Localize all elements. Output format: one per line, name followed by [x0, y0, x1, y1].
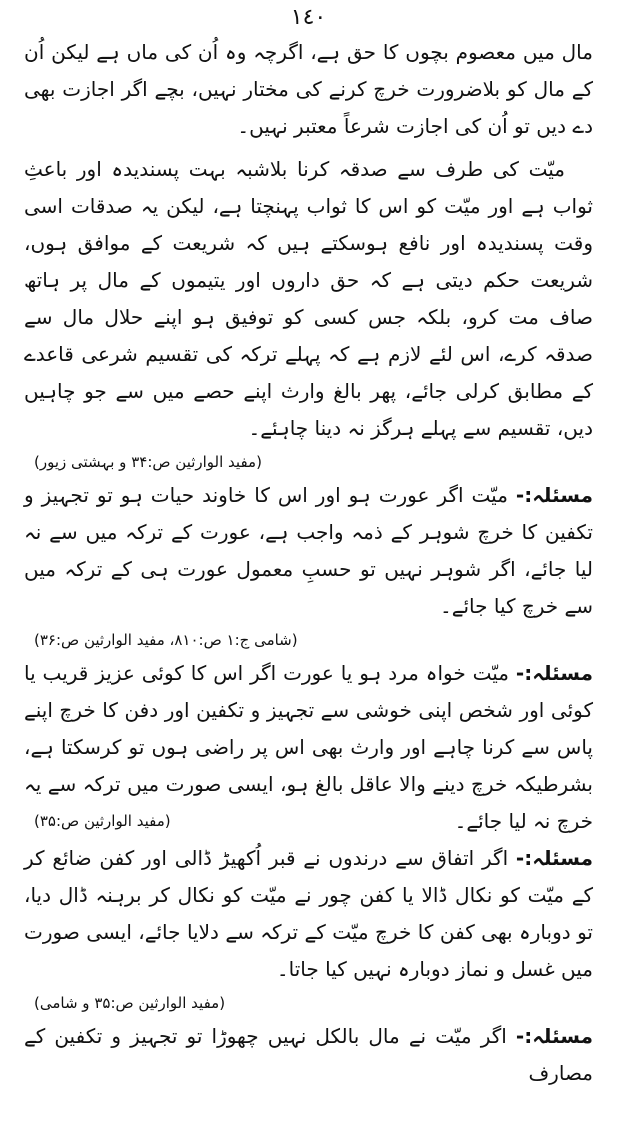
masala-text: اگر اتفاق سے درندوں نے قبر اُکھیڑ ڈالی اور کفن ضائع کر کے میّت کو نکال ڈالا یا کفن چور نے میّت کو نکال کر برہنہ ڈال دیا، تو دوبارہ بھی کفن کا خرچ میّت کے ترکہ سے دلایا جائے، ایسی صورت میں غسل و نماز دوبارہ نہیں کیا جاتا۔ — [24, 846, 593, 981]
masala-3 — [24, 840, 593, 988]
masala-2 — [24, 655, 593, 840]
reference-citation: (شامی ج:۱ ص:۸۱۰، مفید الوارثین ص:۳۶) — [34, 631, 298, 649]
masala-text: میّت خواہ مرد ہو یا عورت اگر اس کا کوئی عزیز قریب یا کوئی اور شخص اپنی خوشی سے تجہیز و تکفین اور دفن کا خرچ اپنے پاس سے کرنا چاہے اور وارث بھی اس پر راضی ہوں تو کرسکتا ہے، بشرطیکہ خرچ دینے والا عاقل بالغ ہو، ایسی صورت میں ترکہ سے یہ خرچ نہ لیا جائے۔ — [24, 661, 593, 833]
masala-label: مسئلہ:- — [515, 661, 594, 685]
reference-citation: (مفید الوارثین ص:۳۵) — [34, 812, 171, 830]
paragraph-guardian-property: مال میں معصوم بچوں کا حق ہے، اگرچہ وہ اُن کی ماں ہے لیکن اُن کے مال کو بلاضرورت خرچ کرنے کی مختار نہیں، بچے اگر اجازت بھی دے دیں تو اُن کی اجازت شرعاً معتبر نہیں۔ — [24, 40, 593, 138]
masala-label: مسئلہ:- — [515, 1024, 593, 1048]
reference-citation: (مفید الوارثین ص:۳۵ و شامی) — [34, 994, 226, 1012]
masala-text: میّت اگر عورت ہو اور اس کا خاوند حیات ہو تو تجہیز و تکفین کا خرچ شوہر کے ذمہ واجب ہے، عورت کے ترکہ میں سے نہ لیا جائے، اگر شوہر نہیں تو حسبِ معمول عورت ہی کے ترکہ میں سے خرچ کیا جائے۔ — [24, 483, 593, 618]
masala-label: مسئلہ:- — [515, 483, 593, 507]
paragraph-charity-for-deceased: میّت کی طرف سے صدقہ کرنا بلاشبہ بہت پسندیدہ اور باعثِ ثواب ہے اور میّت کو اس کا ثواب پہنچتا ہے، لیکن یہ صدقات اسی وقت پسندیدہ اور نافع ہوسکتے ہیں کہ شریعت کے موافق ہوں، شریعت حکم دیتی ہے کہ حق داروں اور یتیموں کے مال پر ہاتھ صاف مت کرو، بلکہ جس کسی کو توفیق ہو اپنے حلال مال سے صدقہ کرے، اس لئے لازم ہے کہ پہلے ترکہ کی تقسیم شرعی قاعدے کے مطابق کرلی جائے، پھر بالغ وارث اپنے حصے میں سے جو چاہیں دیں، تقسیم سے پہلے ہرگز نہ دینا چاہئے۔ — [24, 157, 593, 440]
masala-text: اگر میّت نے مال بالکل نہیں چھوڑا تو تجہیز و تکفین کے مصارف — [24, 1024, 593, 1085]
masala-4 — [24, 1018, 593, 1092]
reference-citation: (مفید الوارثین ص:۳۴ و بہشتی زیور) — [34, 453, 262, 471]
masala-1 — [24, 477, 593, 625]
masala-label: مسئلہ:- — [515, 846, 594, 870]
page-number: ١٤٠ — [290, 5, 327, 30]
